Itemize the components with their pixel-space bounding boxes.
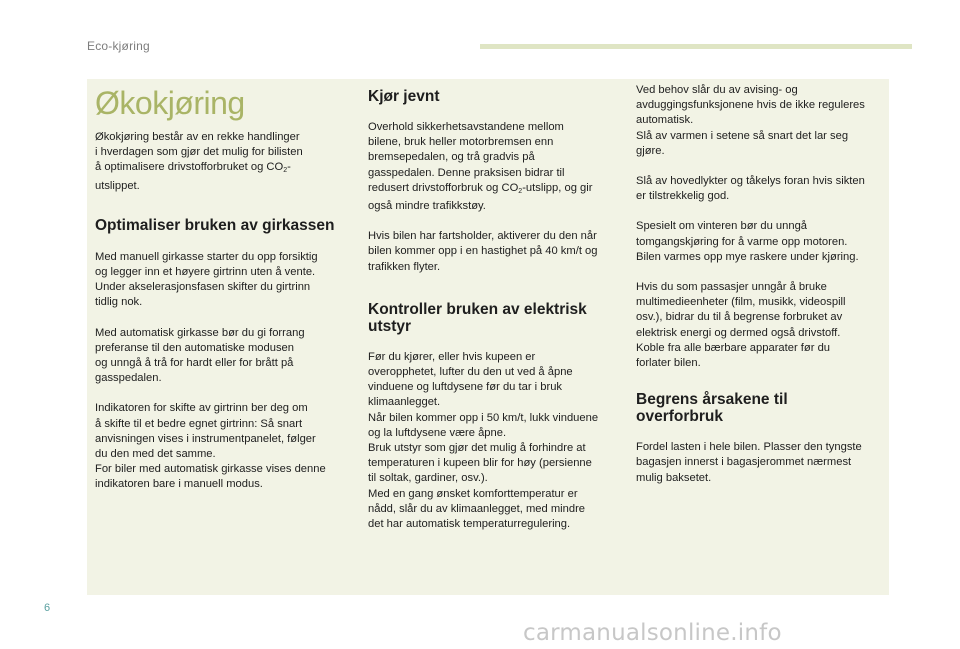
watermark: carmanualsonline.info	[523, 620, 782, 646]
gear-indicator-paragraph: Indikatoren for skifte av girtrinn ber deg om å skifte til et bedre egnet girtrinn: Så snart anvisningen vises i instrumentpanelet, følger du den med det samme. For biler med automatisk girkasse vises denne indikatoren bare i manuell modus.	[95, 402, 326, 491]
intro-line: i hverdagen som gjør det mulig for bilisten	[95, 146, 303, 159]
column-2	[368, 79, 618, 532]
defrost-paragraph: Ved behov slår du av avising- og avduggingsfunksjonene hvis de ikke reguleres automatisk. Slå av varmen i setene så snart det lar seg gjøre.	[636, 84, 865, 157]
intro-paragraph	[95, 130, 347, 194]
page-number: 6	[44, 602, 51, 614]
multimedia-paragraph: Hvis du som passasjer unngår å bruke multimedieenheter (film, musikk, videospill osv.), bidrar du til å begrense forbruket av elektrisk energi og dermed også drivstoff. Koble fra alle bærbare apparater før du forlater bilen.	[636, 281, 846, 370]
idling-paragraph: Spesielt om vinteren bør du unngå tomgangskjøring for å varme opp motoren. Bilen varmes opp mye raskere under kjøring.	[636, 220, 859, 263]
heading-overconsumption: Begrens årsakene til overforbruk	[636, 391, 788, 426]
column-1	[95, 79, 347, 493]
gearbox-manual-paragraph: Med manuell girkasse starter du opp forsiktig og legger inn et høyere girtrinn uten å vente. Under akselerasjonsfasen skifter du girtrinn tidlig nok.	[95, 250, 318, 309]
headlights-paragraph: Slå av hovedlykter og tåkelys foran hvis sikten er tilstrekkelig god.	[636, 175, 865, 203]
content-panel	[87, 79, 889, 595]
smooth-driving-paragraph: Overhold sikkerhetsavstandene mellom bilene, bruk heller motorbremsen enn bremsepedalen, og trå gradvis på gasspedalen. Denne praksisen bidrar til redusert drivstofforbruk og $CO_2$-utslipp, og gir også mindre trafikkstøy.	[368, 121, 593, 213]
heading-smooth-driving: Kjør jevnt	[368, 88, 440, 105]
intro-line: å optimalisere drivstofforbruket og $CO_2-$	[95, 161, 291, 175]
heading-electrical-equipment: Kontroller bruken av elektrisk utstyr	[368, 300, 587, 335]
load-paragraph: Fordel lasten i hele bilen. Plasser den tyngste bagasjen innerst i bagasjerommet nærmest mulig baksetet.	[636, 441, 862, 484]
section-label: Eco-kjøring	[87, 39, 150, 53]
electrical-equipment-paragraph: Før du kjører, eller hvis kupeen er overopphetet, lufter du den ut ved å åpne vinduene og luftdysene før du tar i bruk klimaanlegget. Når bilen kommer opp i 50 km/t, lukk vinduene og la luftdysene være åpne. Bruk utstyr som gjør det mulig å forhindre at temperaturen i kupeen blir for høy (persienne til soltak, gardiner, osv.). Med en gang ønsket komforttemperatur er nådd, slår du av klimaanlegget, med mindre det har automatisk temperaturregulering.	[368, 350, 599, 531]
column-3	[636, 79, 886, 486]
cruise-control-paragraph: Hvis bilen har fartsholder, aktiverer du den når bilen kommer opp i en hastighet på 40 km/t og trafikken flyter.	[368, 230, 598, 273]
header-bar	[480, 44, 912, 49]
heading-gearbox: Optimaliser bruken av girkassen	[95, 216, 335, 234]
intro-line: utslippet.	[95, 179, 140, 192]
gearbox-automatic-paragraph: Med automatisk girkasse bør du gi forrang preferanse til den automatiske modusen og unngå å trå for hardt eller for brått på gasspedalen.	[95, 326, 305, 385]
intro-line: Økokjøring består av en rekke handlinger	[95, 131, 300, 143]
page-title: Økokjøring	[95, 85, 245, 121]
